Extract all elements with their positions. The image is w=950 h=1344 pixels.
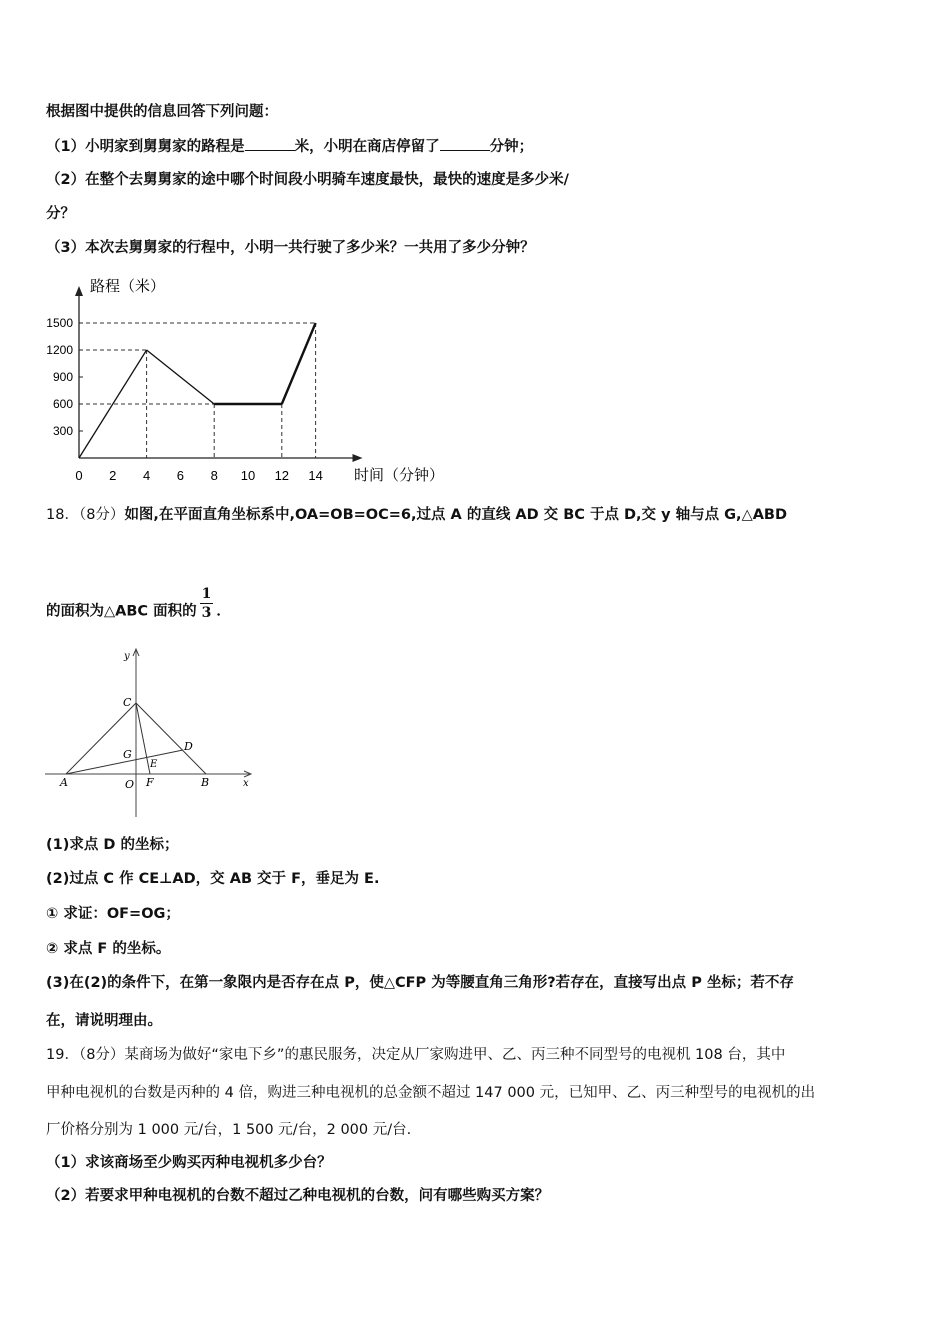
y-tick-label: 300: [52, 424, 73, 438]
q18-part3-b: 在，请说明理由。: [46, 1013, 162, 1029]
x-tick-label: 8: [210, 468, 218, 483]
x-tick-label: 6: [176, 468, 185, 483]
q18-statement: 如图,在平面直角坐标系中,OA=OB=OC=6,过点 A 的直线 AD 交 BC 于点 D,交 y 轴与点 G,△ABD: [124, 507, 788, 523]
q18-part2: (2)过点 C 作 CE⊥AD，交 AB 交于 F，垂足为 E.: [46, 871, 380, 887]
q17-part1-c: 分钟；: [489, 139, 534, 155]
q18-line1: [46, 505, 787, 525]
q18-line2: [46, 586, 231, 630]
fraction-one-third: [200, 585, 214, 622]
q18-part2-i: ① 求证：OF=OG；: [46, 906, 180, 922]
x-tick-label: 2: [109, 468, 117, 483]
q18-part3-a: (3)在(2)的条件下，在第一象限内是否存在点 P，使△CFP 为等腰直角三角形?若存在，直接写出点 P 坐标；若不存: [46, 975, 794, 991]
fraction-numerator: 1: [201, 586, 212, 602]
y-tick-label: 900: [52, 370, 73, 384]
q17-part2-b: 分？: [46, 206, 75, 222]
q18-part2-ii: ② 求点 F 的坐标。: [46, 941, 171, 957]
label-y: y: [124, 651, 130, 662]
label-f: F: [146, 776, 154, 789]
x-tick-label: 12: [274, 468, 290, 483]
y-axis-arrow: [75, 286, 83, 296]
q19-part2: （2）若要求甲种电视机的台数不超过乙种电视机的台数，问有哪些购买方案？: [46, 1188, 550, 1204]
label-x: x: [243, 778, 249, 789]
y-tick-label: 1500: [46, 316, 73, 330]
label-b: B: [201, 776, 210, 789]
q19-part1: （1）求该商场至少购买丙种电视机多少台？: [46, 1155, 332, 1171]
label-o: O: [125, 778, 135, 791]
q18-line2-b: ．: [216, 603, 231, 620]
q17-part3: （3）本次去舅舅家的行程中，小明一共行驶了多少米？一共用了多少分钟？: [46, 240, 535, 256]
x-axis-arrow: [353, 454, 363, 462]
answer-blank-1[interactable]: [245, 136, 295, 151]
segment-cf: [136, 703, 150, 774]
label-g: G: [123, 748, 132, 761]
answer-blank-2[interactable]: [440, 136, 490, 151]
distance-time-chart: [30, 270, 470, 490]
label-c: C: [123, 696, 132, 709]
fraction-denominator: 3: [201, 605, 212, 621]
x-tick-label: 10: [240, 468, 256, 483]
q18-line2-a: 的面积为△ABC 面积的: [46, 603, 197, 620]
x-axis-label: 时间（分钟）: [354, 467, 445, 484]
q17-part1-a: （1）小明家到舅舅家的路程是: [46, 139, 245, 155]
x-tick-label: 14: [308, 468, 323, 483]
q18-part1: (1)求点 D 的坐标；: [46, 837, 179, 853]
label-d: D: [184, 740, 193, 753]
q18-number: 18．（8分）: [46, 507, 125, 523]
chart-axes: [75, 286, 363, 462]
label-a: A: [60, 776, 68, 789]
q19-line2: 甲种电视机的台数是丙种的 4 倍，购进三种电视机的总金额不超过 147 000 元，已知甲、乙、丙三种型号的电视机的出: [46, 1085, 816, 1101]
q17-part2-a: （2）在整个去舅舅家的途中哪个时间段小明骑车速度最快，最快的速度是多少米/: [46, 172, 569, 188]
x-tick-label: 4: [142, 468, 151, 483]
chart-series: [79, 323, 316, 458]
coordinate-figure: [40, 645, 260, 820]
q17-part1-b: 米，小明在商店停留了: [294, 139, 440, 155]
label-e: E: [150, 759, 158, 770]
intro-text: 根据图中提供的信息回答下列问题：: [46, 104, 278, 120]
segment-cb: [136, 703, 206, 774]
y-axis-label: 路程（米）: [90, 278, 166, 295]
q19-line3: 厂价格分别为 1 000 元/台，1 500 元/台，2 000 元/台.: [46, 1122, 412, 1138]
y-tick-label: 1200: [46, 343, 73, 357]
q19-line1: 19．（8分）某商场为做好“家电下乡”的惠民服务，决定从厂家购进甲、乙、丙三种不同型号的电视机 108 台，其中: [46, 1047, 786, 1063]
series-segment: [147, 350, 215, 404]
q17-part1: [46, 136, 533, 157]
series-segment: [282, 323, 316, 404]
x-tick-label: 0: [75, 468, 83, 483]
segment-ac: [66, 703, 136, 774]
y-tick-label: 600: [52, 397, 73, 411]
